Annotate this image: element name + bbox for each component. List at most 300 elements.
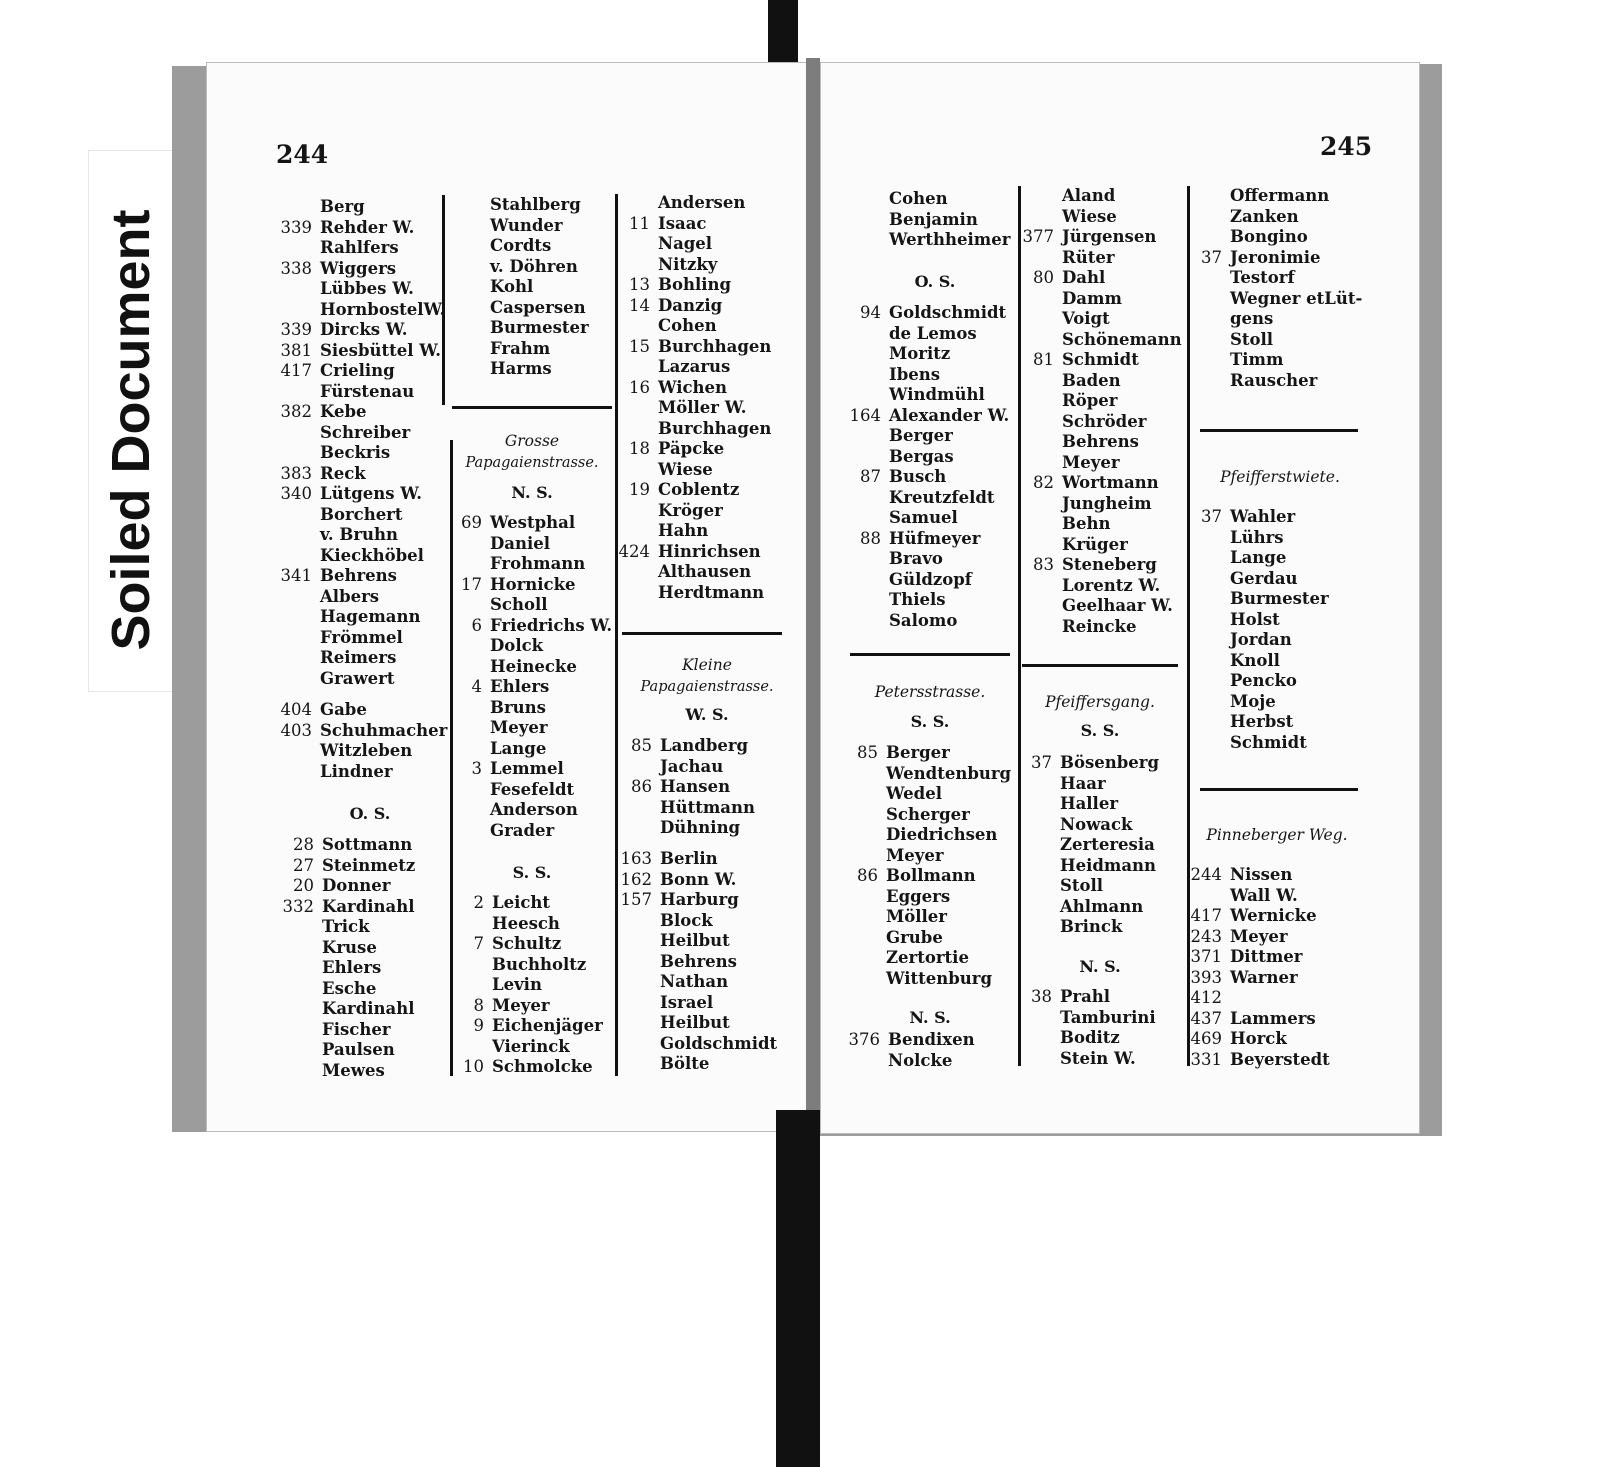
entry-row (320, 279, 445, 300)
house-number: 7 (473, 934, 484, 953)
resident-name: Bravo (889, 549, 943, 568)
resident-name: Schmidt (1062, 350, 1139, 369)
street-header: Kleine (682, 656, 732, 674)
entry-row (1060, 1049, 1156, 1070)
entry-row (280, 217, 445, 239)
resident-name: Meyer (490, 718, 548, 737)
resident-name: Herbst (1230, 712, 1294, 731)
resident-name: Meyer (886, 845, 944, 865)
house-number: 37 (1201, 247, 1222, 267)
entry-row (1062, 596, 1182, 617)
resident-name: Wittenburg (886, 968, 993, 988)
side-label: S. S. (1080, 721, 1120, 740)
resident-name: Damm (1062, 288, 1122, 308)
house-number: 412 (1190, 988, 1222, 1007)
entry-row (889, 508, 1009, 529)
entry-row (473, 995, 603, 1017)
resident-name: Bendixen (888, 1030, 975, 1049)
entry-row (1033, 350, 1182, 371)
resident-name: Holst (1230, 609, 1280, 629)
book-spine (806, 58, 820, 1132)
resident-name: Diedrichsen (886, 825, 998, 844)
entry-row (857, 866, 1011, 887)
name-list (280, 197, 446, 689)
entry-row (1062, 576, 1182, 597)
resident-name: Hagemann (320, 607, 421, 626)
resident-name: Bösenberg (1060, 753, 1159, 772)
entry-row (1190, 967, 1330, 989)
house-number: 9 (473, 1016, 484, 1035)
entry-row (889, 385, 1009, 406)
entry-row (1062, 494, 1182, 515)
entry-row (660, 1054, 777, 1075)
resident-name: Frömmel (320, 627, 403, 647)
house-number: 341 (280, 566, 312, 585)
entry-row (1060, 774, 1159, 795)
entry-row (280, 700, 447, 721)
resident-name: Hüfmeyer (889, 528, 981, 548)
street-header: Pfeiffersgang. (1045, 693, 1155, 711)
entry-row (1230, 630, 1329, 651)
resident-name: Stoll (1230, 329, 1274, 349)
house-number: 16 (629, 377, 650, 397)
house-number: 469 (1190, 1029, 1222, 1048)
resident-name: Crieling (320, 361, 395, 380)
entry-row (660, 931, 777, 952)
side-label: W. S. (685, 705, 729, 724)
resident-name: Behrens (1062, 432, 1139, 451)
resident-name: Wegner etLüt- (1230, 288, 1363, 308)
resident-name: Dahl (1062, 268, 1106, 287)
house-number: 403 (280, 720, 312, 740)
entry-row (886, 887, 1011, 908)
entry-row (1190, 926, 1330, 948)
resident-name: Nowack (1060, 814, 1133, 834)
resident-name: Schreiber (320, 422, 411, 442)
house-number: 404 (280, 700, 312, 719)
resident-name: Bongino (1230, 227, 1308, 246)
resident-name: Meyer (1230, 926, 1288, 946)
house-number: 6 (471, 615, 482, 635)
entry-row (1230, 733, 1329, 754)
entry-row (886, 805, 1011, 826)
entry-row (629, 213, 771, 235)
resident-name: Fesefeldt (490, 779, 575, 799)
house-number: 383 (280, 463, 312, 483)
resident-name: Nitzky (658, 254, 718, 274)
resident-name: Brinck (1060, 917, 1123, 936)
entry-row (1230, 330, 1362, 351)
resident-name: Testorf (1230, 268, 1295, 287)
side-label: N. S. (511, 483, 553, 502)
house-number: 14 (629, 295, 650, 315)
resident-name: Jachau (660, 756, 724, 776)
resident-name: Timm (1230, 350, 1284, 369)
resident-name: Zanken (1230, 206, 1299, 226)
entry-row (886, 928, 1011, 949)
entry-row (1062, 514, 1182, 535)
resident-name: Scholl (490, 595, 548, 614)
entry-row (857, 743, 1011, 764)
entry-row (473, 934, 603, 955)
resident-name: Windmühl (889, 385, 985, 404)
entry-row (1062, 186, 1182, 207)
resident-name: Paulsen (322, 1040, 395, 1059)
resident-name: Daniel (490, 533, 551, 553)
resident-name: Wunder (490, 215, 563, 235)
resident-name: Voigt (1062, 309, 1110, 328)
resident-name: Kröger (658, 500, 723, 520)
entry-row (322, 938, 415, 959)
entry-row (280, 340, 445, 362)
house-number: 371 (1190, 947, 1222, 966)
house-number: 157 (620, 890, 652, 909)
entry-row (618, 541, 771, 563)
resident-name: Israel (660, 992, 714, 1012)
entry-row (320, 607, 445, 628)
name-list (631, 736, 755, 839)
name-list (1201, 186, 1363, 391)
section-rule (1200, 429, 1358, 432)
name-list (1190, 865, 1330, 1070)
house-number: 417 (1190, 906, 1222, 925)
resident-name: Dircks W. (320, 320, 408, 339)
house-number: 17 (461, 574, 482, 594)
page-number-right: 245 (1320, 132, 1373, 161)
entry-row (320, 505, 445, 526)
resident-name: Behrens (660, 951, 737, 971)
resident-name: Block (660, 910, 713, 930)
entry-row (1062, 432, 1182, 453)
resident-name: Bohling (658, 275, 732, 294)
resident-name: Nagel (658, 234, 713, 253)
house-number: 437 (1190, 1008, 1222, 1028)
entry-row (620, 849, 777, 870)
entry-row (1060, 897, 1159, 918)
name-list (1031, 753, 1159, 938)
entry-row (320, 587, 445, 608)
entry-row (463, 1057, 603, 1078)
resident-name: Hornicke (490, 574, 576, 594)
resident-name: Gerdau (1230, 568, 1298, 588)
resident-name: Lorentz W. (1062, 575, 1161, 595)
resident-name: Kieckhöbel (320, 545, 424, 565)
entry-row (293, 835, 415, 856)
entry-row (1060, 815, 1159, 836)
entry-row (282, 896, 415, 918)
house-number: 83 (1033, 555, 1054, 574)
resident-name: Burmester (1230, 589, 1329, 608)
entry-row (1230, 207, 1362, 228)
resident-name: HornbostelW. (320, 299, 446, 319)
entry-row (1230, 268, 1362, 289)
entry-row (490, 739, 612, 760)
resident-name: Wiese (658, 459, 713, 479)
column-rule (615, 194, 618, 1076)
resident-name: Dolck (490, 636, 544, 655)
house-number: 163 (620, 849, 652, 868)
entry-row (280, 402, 445, 423)
entry-row (660, 1034, 777, 1055)
entry-row (490, 339, 589, 360)
entry-row (658, 501, 771, 522)
house-number: 85 (631, 736, 652, 755)
house-number: 94 (860, 303, 881, 322)
resident-name: Eggers (886, 886, 951, 906)
resident-name: Reck (320, 463, 366, 483)
street-header: Pfeifferstwiete. (1220, 468, 1340, 486)
entry-row (490, 800, 612, 821)
house-number: 162 (620, 869, 652, 889)
resident-name: Westphal (490, 513, 576, 532)
entry-row (320, 525, 445, 546)
house-number: 393 (1190, 967, 1222, 987)
entry-row (1022, 227, 1182, 248)
entry-row (889, 365, 1009, 386)
resident-name: Pencko (1230, 671, 1297, 690)
resident-name: Lammers (1230, 1008, 1316, 1028)
entry-row (293, 876, 415, 897)
house-number: 4 (471, 677, 482, 696)
entry-row (461, 574, 612, 596)
house-number: 20 (293, 876, 314, 895)
name-list (282, 835, 416, 1081)
street-header: Pinneberger Weg. (1206, 826, 1348, 844)
entry-row (320, 669, 445, 690)
name-list (280, 700, 448, 782)
entry-row (1230, 350, 1362, 371)
entry-row (280, 463, 445, 485)
bookmark-ribbon-bottom (776, 1110, 820, 1467)
entry-row (660, 972, 777, 993)
entry-row (658, 316, 771, 337)
resident-name: Eichenjäger (492, 1016, 603, 1035)
house-number: 37 (1031, 753, 1052, 772)
resident-name: Sottmann (322, 835, 413, 854)
house-number: 85 (857, 743, 878, 762)
resident-name: Cordts (490, 236, 552, 255)
house-number: 382 (280, 402, 312, 421)
entry-row (1062, 289, 1182, 310)
name-list (849, 303, 1010, 631)
resident-name: Rehder W. (320, 217, 415, 237)
resident-name: Levin (492, 975, 542, 994)
section-rule (1022, 664, 1178, 667)
resident-name: Ahlmann (1060, 896, 1144, 916)
entry-row (320, 648, 445, 669)
entry-row (492, 955, 603, 976)
resident-name: Trick (322, 917, 370, 936)
entry-row (848, 1030, 975, 1051)
entry-row (320, 443, 445, 464)
entry-row (658, 234, 771, 255)
house-number: 13 (629, 275, 650, 294)
entry-row (1062, 207, 1182, 228)
resident-name: Landberg (660, 736, 749, 755)
resident-name: Wortmann (1062, 473, 1159, 492)
resident-name: Mewes (322, 1060, 385, 1080)
house-number: 15 (629, 336, 650, 356)
resident-name: Schönemann (1062, 329, 1182, 349)
entry-row (320, 741, 447, 762)
entry-row (886, 764, 1011, 785)
resident-name: Moje (1230, 691, 1276, 711)
resident-name: Rahlfers (320, 238, 399, 257)
entry-row (320, 762, 447, 783)
entry-row (629, 336, 772, 358)
resident-name: Wendtenburg (886, 763, 1012, 783)
resident-name: Friedrichs W. (490, 615, 613, 635)
entry-row (280, 484, 445, 505)
entry-row (320, 628, 445, 649)
entry-row (490, 780, 612, 801)
entry-row (889, 590, 1009, 611)
entry-row (658, 460, 771, 481)
house-number: 18 (629, 439, 650, 458)
resident-name: Buchholtz (492, 954, 587, 974)
resident-name: Wedel (886, 784, 942, 803)
resident-name: Thiels (889, 590, 946, 609)
resident-name: Donner (322, 876, 391, 895)
entry-row (490, 534, 612, 555)
resident-name: Wiggers (320, 258, 397, 278)
resident-name: Isaac (658, 213, 707, 233)
entry-row (320, 382, 445, 403)
side-label: N. S. (1079, 957, 1121, 976)
entry-row (1060, 794, 1159, 815)
entry-row (490, 298, 589, 319)
resident-name: Heilbut (660, 1013, 730, 1032)
entry-row (620, 869, 777, 891)
name-list (857, 743, 1012, 989)
resident-name: Werthheimer (889, 230, 1011, 249)
entry-row (889, 210, 1010, 231)
entry-row (888, 1051, 975, 1072)
entry-row (1230, 671, 1329, 692)
entry-row (1033, 268, 1182, 289)
entry-row (860, 528, 1009, 550)
entry-row (658, 357, 771, 378)
house-number: 27 (293, 855, 314, 875)
bookmark-ribbon-top (768, 0, 798, 64)
house-number: 339 (280, 217, 312, 237)
resident-name: Rüter (1062, 247, 1115, 267)
entry-row (860, 303, 1009, 324)
resident-name: Heinecke (490, 656, 577, 676)
resident-name: Esche (322, 978, 377, 998)
entry-row (490, 718, 612, 739)
entry-row (490, 595, 612, 616)
resident-name: Horck (1230, 1029, 1287, 1048)
name-list (463, 893, 603, 1078)
resident-name: Lütgens W. (320, 484, 422, 503)
house-number: 243 (1190, 926, 1222, 946)
house-number: 10 (463, 1057, 484, 1076)
entry-row (889, 324, 1009, 345)
resident-name: Siesbüttel W. (320, 340, 441, 360)
entry-row (631, 777, 755, 798)
entry-row (1190, 1029, 1330, 1050)
entry-row (280, 361, 445, 382)
resident-name: Behn (1062, 514, 1111, 533)
name-list (618, 193, 772, 603)
resident-name: Lemmel (490, 759, 564, 778)
resident-name: Andersen (658, 193, 746, 212)
name-list (889, 189, 1010, 251)
entry-row (660, 798, 755, 819)
resident-name: Frohmann (490, 554, 586, 573)
resident-name: Dittmer (1230, 947, 1303, 966)
entry-row (1060, 856, 1159, 877)
entry-row (1031, 753, 1159, 774)
section-rule (622, 632, 782, 635)
entry-row (1230, 227, 1362, 248)
house-number: 82 (1033, 473, 1054, 492)
house-number: 338 (280, 258, 312, 278)
resident-name: v. Bruhn (320, 525, 399, 544)
resident-name: Busch (889, 467, 947, 486)
resident-name: Herdtmann (658, 582, 765, 602)
resident-name: Bölte (660, 1054, 710, 1073)
resident-name: Zerteresia (1060, 835, 1155, 854)
name-list (1031, 987, 1156, 1069)
entry-row (658, 521, 771, 542)
section-rule (850, 653, 1010, 656)
entry-row (1060, 917, 1159, 938)
house-number: 69 (461, 513, 482, 532)
entry-row (1230, 589, 1329, 610)
resident-name: Lazarus (658, 357, 731, 376)
resident-name: Warner (1230, 967, 1298, 987)
resident-name: Kruse (322, 937, 377, 957)
entry-row (889, 189, 1010, 210)
resident-name: Harms (490, 359, 552, 378)
entry-row (886, 948, 1011, 969)
house-number: 87 (860, 467, 881, 486)
resident-name: Tamburini (1060, 1007, 1156, 1027)
resident-name: Wiese (1062, 206, 1117, 226)
resident-name: Fischer (322, 1019, 391, 1039)
resident-name: Hüttmann (660, 797, 755, 817)
resident-name: Lübbes W. (320, 279, 414, 298)
entry-row (322, 1061, 415, 1082)
entry-row (490, 216, 589, 237)
entry-row (658, 255, 771, 276)
entry-row (889, 611, 1009, 632)
resident-name: Lührs (1230, 527, 1284, 547)
resident-name: Beyerstedt (1230, 1049, 1330, 1069)
entry-row (660, 911, 777, 932)
entry-row (658, 562, 771, 583)
resident-name: Schröder (1062, 411, 1147, 431)
resident-name: Offermann (1230, 186, 1330, 205)
entry-row (1062, 617, 1182, 638)
resident-name: Burchhagen (658, 418, 772, 438)
entry-row (1062, 371, 1182, 392)
resident-name: Prahl (1060, 987, 1111, 1006)
resident-name: Burchhagen (658, 336, 772, 356)
resident-name: Zertortie (886, 948, 969, 967)
resident-name: Bonn W. (660, 869, 737, 889)
column-rule (450, 440, 453, 1076)
entry-row (1230, 309, 1362, 330)
entry-row (1190, 947, 1330, 968)
house-number: 377 (1022, 227, 1054, 246)
entry-row (320, 300, 445, 321)
resident-name: Berg (320, 197, 365, 216)
entry-row (1062, 412, 1182, 433)
house-number: 417 (280, 361, 312, 380)
